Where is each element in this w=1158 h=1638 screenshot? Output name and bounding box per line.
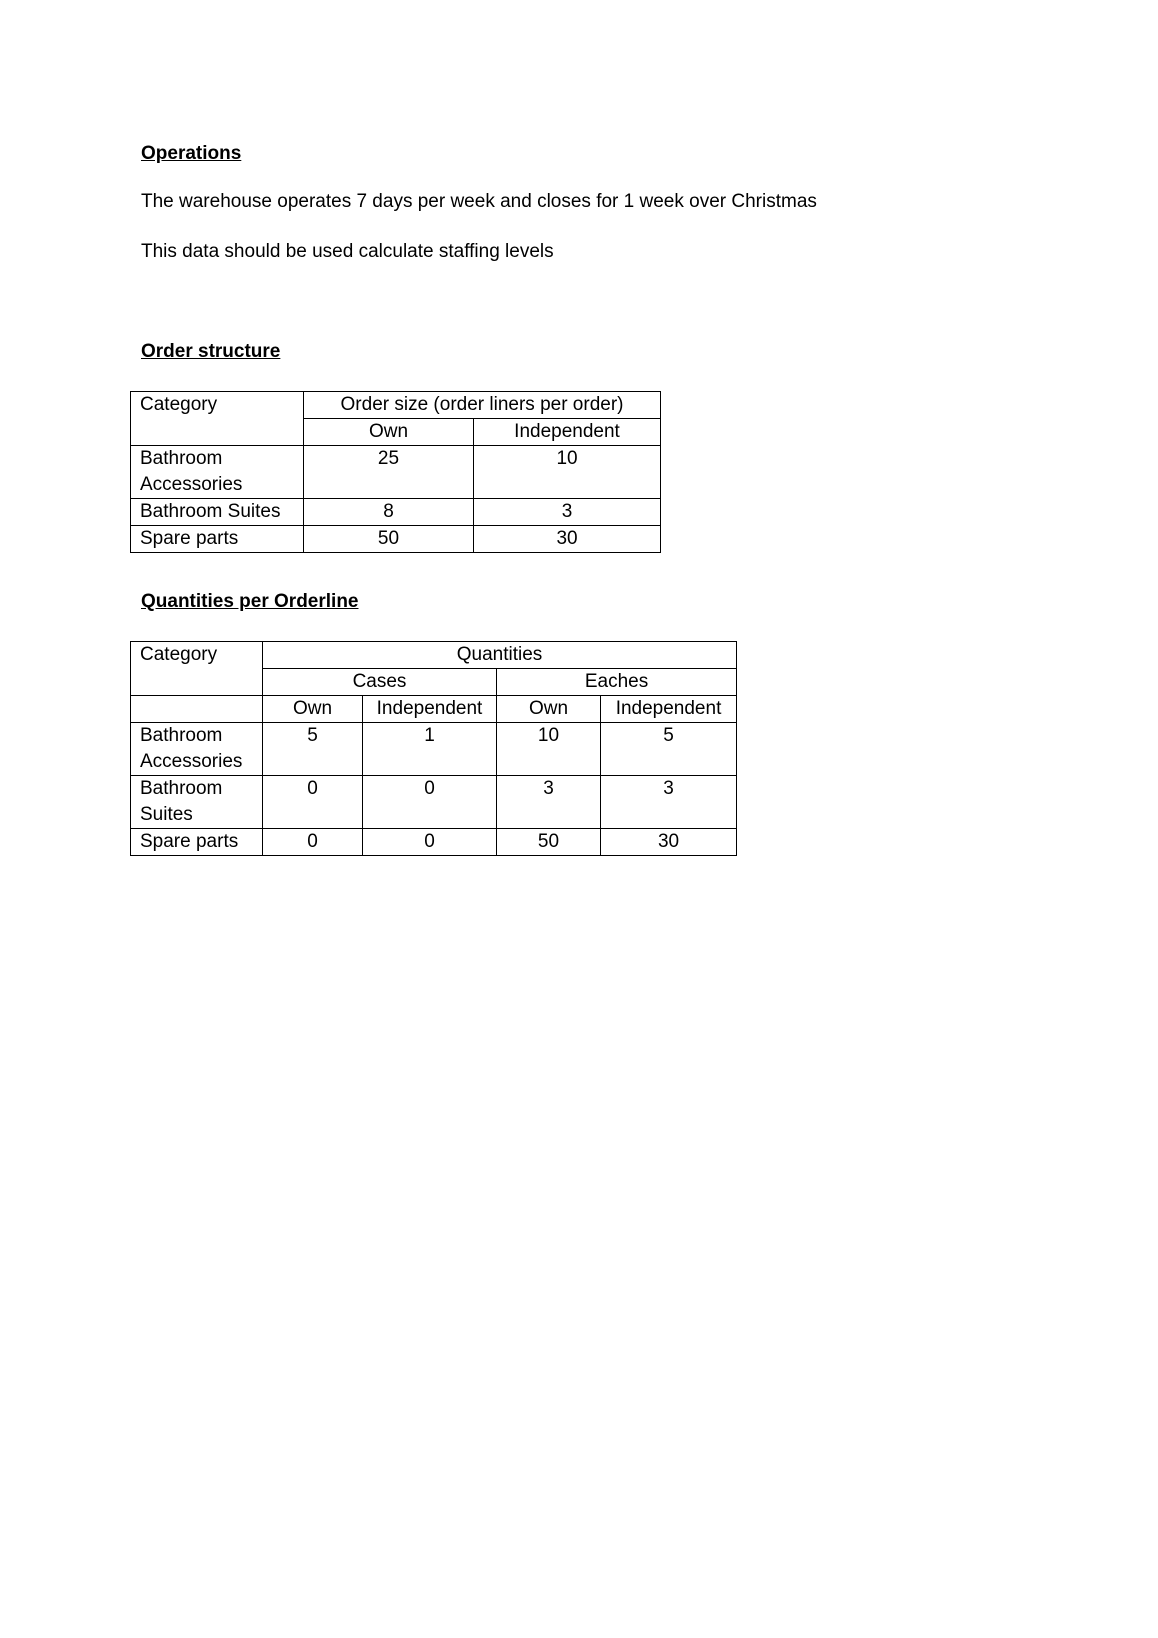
table-header-row — [131, 642, 737, 669]
operations-heading: Operations — [141, 143, 242, 164]
row-category: Bathroom Accessories — [131, 723, 263, 776]
table-row — [131, 526, 661, 553]
row-eaches-own: 10 — [497, 723, 601, 776]
table-header-row — [131, 392, 661, 419]
header-eaches-own: Own — [497, 696, 601, 723]
header-own: Own — [304, 419, 474, 446]
header-category: Category — [131, 642, 263, 696]
table-row — [131, 829, 737, 856]
row-cases-independent: 0 — [363, 776, 497, 829]
row-category: Spare parts — [131, 829, 263, 856]
table-subheader-row — [131, 696, 737, 723]
row-eaches-independent: 30 — [601, 829, 737, 856]
row-independent: 10 — [474, 446, 661, 499]
row-cases-own: 5 — [263, 723, 363, 776]
row-own: 25 — [304, 446, 474, 499]
order-structure-table — [130, 391, 661, 553]
table-row — [131, 499, 661, 526]
quantities-heading: Quantities per Orderline — [141, 591, 359, 612]
table-row — [131, 776, 737, 829]
header-cases-own: Own — [263, 696, 363, 723]
quantities-table — [130, 641, 737, 856]
header-quantities: Quantities — [263, 642, 737, 669]
header-category: Category — [131, 392, 304, 446]
row-eaches-own: 50 — [497, 829, 601, 856]
table-row — [131, 446, 661, 499]
header-eaches-independent: Independent — [601, 696, 737, 723]
row-cases-own: 0 — [263, 776, 363, 829]
row-independent: 3 — [474, 499, 661, 526]
order-structure-heading: Order structure — [141, 341, 281, 362]
header-cases: Cases — [263, 669, 497, 696]
row-eaches-own: 3 — [497, 776, 601, 829]
row-independent: 30 — [474, 526, 661, 553]
row-eaches-independent: 3 — [601, 776, 737, 829]
row-own: 8 — [304, 499, 474, 526]
row-cases-independent: 1 — [363, 723, 497, 776]
operations-text-line2: This data should be used calculate staffing levels — [141, 241, 554, 262]
row-category: Bathroom Suites — [131, 499, 304, 526]
header-cases-independent: Independent — [363, 696, 497, 723]
row-eaches-independent: 5 — [601, 723, 737, 776]
header-independent: Independent — [474, 419, 661, 446]
header-eaches: Eaches — [497, 669, 737, 696]
row-category: Bathroom Suites — [131, 776, 263, 829]
row-cases-own: 0 — [263, 829, 363, 856]
row-cases-independent: 0 — [363, 829, 497, 856]
row-category: Spare parts — [131, 526, 304, 553]
operations-text-line1: The warehouse operates 7 days per week and closes for 1 week over Christmas — [141, 191, 817, 212]
header-order-size: Order size (order liners per order) — [304, 392, 661, 419]
row-category: Bathroom Accessories — [131, 446, 304, 499]
header-empty — [131, 696, 263, 723]
table-row — [131, 723, 737, 776]
row-own: 50 — [304, 526, 474, 553]
